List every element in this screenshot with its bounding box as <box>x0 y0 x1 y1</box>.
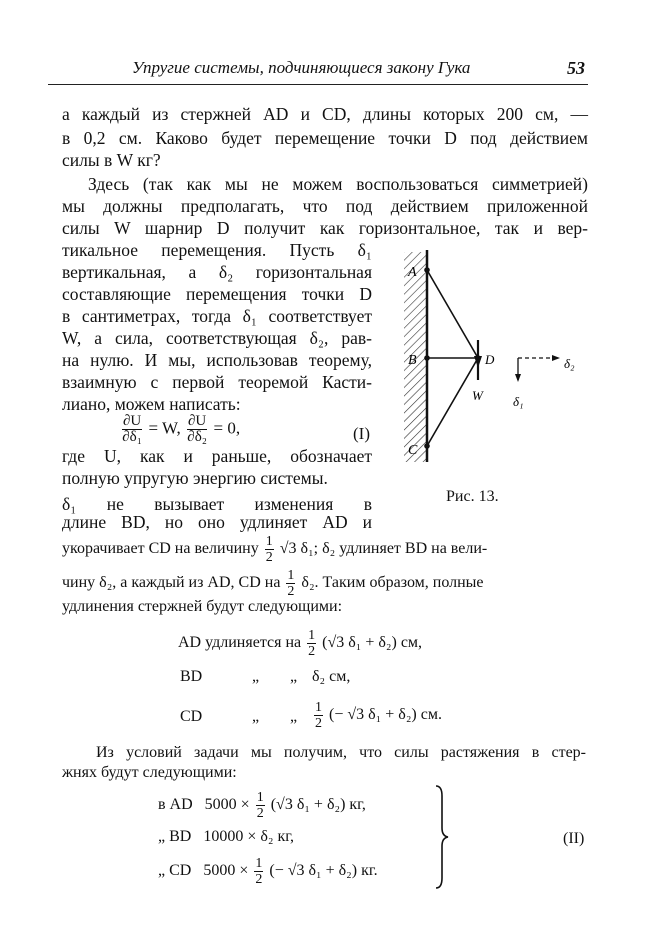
delta2-arrowhead <box>552 355 560 361</box>
running-title: Упругие системы, подчиняющиеся закону Гука <box>132 58 471 77</box>
force-cd <box>158 856 378 887</box>
eq1-denominator: ∂δ₁ <box>122 429 142 445</box>
text-fragment: укорачивает CD на величину <box>62 540 259 558</box>
text-line <box>62 568 484 599</box>
text-fragment: √3 δ₁; δ₂ удлиняет BD на вели- <box>279 540 488 558</box>
elong-value: (√3 δ₁ + δ₂) см, <box>322 634 423 652</box>
eq1-numerator: ∂U <box>123 413 142 429</box>
text-line: Здесь (так как мы не можем воспользоваться симметрией) <box>88 174 588 194</box>
frac-num: 1 <box>255 856 263 871</box>
elong-value: (− √3 δ₁ + δ₂) см. <box>329 706 442 724</box>
force-label: в AD <box>158 796 193 814</box>
text-line: лиано, можем написать: <box>62 394 241 414</box>
right-brace <box>434 784 454 890</box>
label-delta2: δ₂ <box>564 356 575 371</box>
force-value: (√3 δ₁ + δ₂) кг, <box>270 796 366 814</box>
equation-number-1: (I) <box>353 424 370 443</box>
joint-c <box>424 443 430 449</box>
text-line: вертикальная, а δ₂ горизонтальная <box>62 262 372 282</box>
frac-den: 2 <box>315 716 322 731</box>
equation-1 <box>120 414 240 445</box>
eq1-mid: = W, <box>148 418 181 438</box>
text-fragment: δ₂. Таким образом, полные <box>301 574 484 592</box>
page-number: 53 <box>567 58 585 78</box>
text-fragment: чину δ₂, а каждый из AD, CD на <box>62 574 281 592</box>
rod-cd <box>427 358 478 446</box>
elongation-bd-label: BD <box>180 668 203 685</box>
equation-number-2: (II) <box>563 830 585 847</box>
elongation-cd-label: CD <box>180 708 203 725</box>
text-line: мы должны предполагать, что под действием приложенной <box>62 196 588 216</box>
eq1-end: = 0, <box>213 418 241 438</box>
force-label: „ CD <box>158 862 192 880</box>
label-b: B <box>408 353 417 368</box>
frac-den: 2 <box>256 806 264 821</box>
rod-ad <box>427 270 478 358</box>
force-value: 10000 × δ₂ кг, <box>203 828 294 845</box>
frac-den: 2 <box>287 584 295 599</box>
eq1-numerator-2: ∂U <box>188 413 207 429</box>
text-line: составляющие перемещения точки D <box>62 284 372 304</box>
eq1-denominator-2: ∂δ₂ <box>187 429 207 445</box>
text-line: силы в W кг? <box>62 150 161 170</box>
ditto-mark: „ <box>290 708 298 725</box>
text-line: силы W шарнир D получит как горизонтальное, так и вер- <box>62 218 588 238</box>
label-d: D <box>485 352 495 367</box>
label-c: C <box>408 443 418 458</box>
ditto-mark: „ <box>290 668 298 685</box>
frac-num: 1 <box>287 568 295 583</box>
text-line: удлинения стержней будут следующими: <box>62 598 343 615</box>
text-line: δ₁ не вызывает изменения в <box>62 494 372 514</box>
frac-den: 2 <box>308 644 316 659</box>
joint-b <box>424 355 430 361</box>
text-line: полную упругую энергию системы. <box>62 468 328 488</box>
text-line: W, а сила, соответствующая δ₂, рав- <box>62 328 372 348</box>
frac-den: 2 <box>255 872 263 887</box>
text-line: длине BD, но оно удлиняет AD и <box>62 512 372 532</box>
force-value: (− √3 δ₁ + δ₂) кг. <box>269 862 378 880</box>
force-bd <box>158 828 294 846</box>
text-line: тикальное перемещения. Пусть δ₁ <box>62 240 372 260</box>
frac-num: 1 <box>265 534 273 549</box>
force-ad <box>158 790 366 821</box>
ditto-mark: „ <box>252 708 260 725</box>
joint-a <box>424 267 430 273</box>
header-rule <box>48 84 588 85</box>
text-line: в 0,2 см. Каково будет перемещение точки D под действием <box>62 128 588 148</box>
frac-num: 1 <box>308 628 316 643</box>
text-line: взаимную с первой теоремой Касти- <box>62 372 372 392</box>
text-line <box>62 534 487 565</box>
label-delta1: δ₁ <box>513 394 524 409</box>
label-w: W <box>472 388 483 403</box>
force-coef: 5000 × <box>203 862 249 880</box>
frac-num: 1 <box>256 790 264 805</box>
text-line: Из условий задачи мы получим, что силы растяжения в стер- <box>96 744 586 761</box>
label-a: A <box>408 265 417 280</box>
ditto-mark: „ <box>252 668 260 685</box>
text-line: в сантиметрах, тогда δ₁ соответствует <box>62 306 372 326</box>
figure-13 <box>390 240 590 490</box>
text-line: где U, как и раньше, обозначает <box>62 446 372 466</box>
force-label: „ BD <box>158 828 192 845</box>
elongation-bd-value: δ₂ см, <box>312 668 351 685</box>
delta1-arrowhead <box>515 374 521 382</box>
figure-caption: Рис. 13. <box>446 488 499 505</box>
elongation-cd-value <box>312 700 442 731</box>
elong-label: AD удлиняется на <box>178 634 302 652</box>
text-line: жнях будут следующими: <box>62 764 237 781</box>
text-line: а каждый из стержней AD и CD, длины которых 200 см, — <box>62 104 588 124</box>
frac-num: 1 <box>315 700 322 715</box>
elongation-ad <box>178 628 422 659</box>
text-line: на нулю. И мы, использовав теорему, <box>62 350 372 370</box>
force-coef: 5000 × <box>204 796 250 814</box>
frac-den: 2 <box>265 550 273 565</box>
